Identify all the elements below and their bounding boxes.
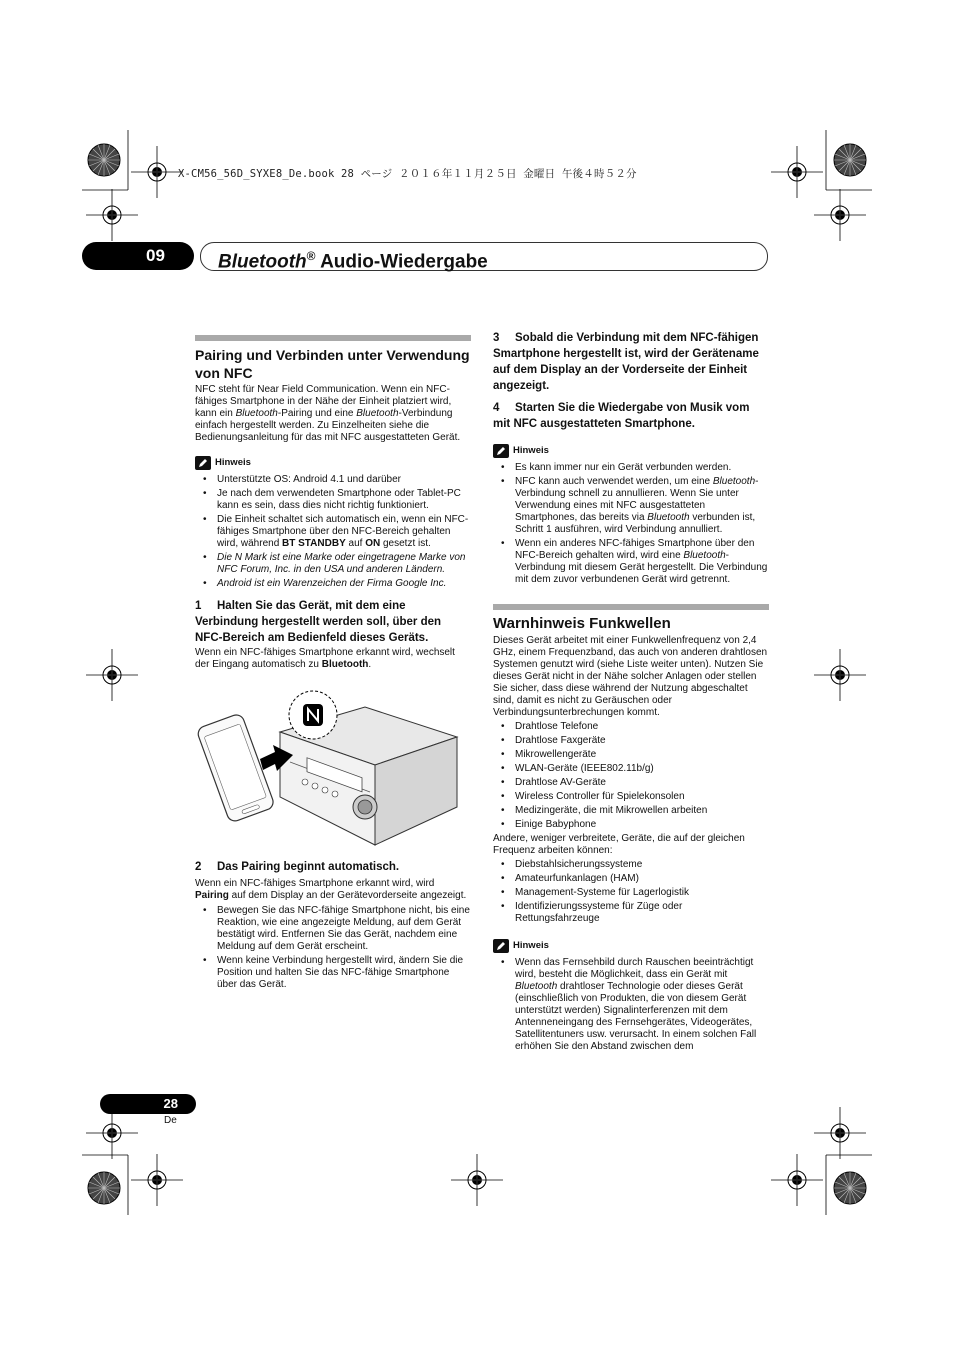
list-item: • Amateurfunkanlagen (HAM): [493, 873, 769, 885]
nfc-intro: NFC steht für Near Field Communication. Wenn ein NFC-fähiges Smartphone in der Nähe der Einheit platziert wird, kann ein Bluetooth-Pairing und eine Bluetooth-Verbindung einfach hergestellt werden. Zu Einzelheiten siehe die Bedienungsanleitung für das mit NFC ausgestatteten Gerät.: [195, 384, 461, 443]
list-item: • Die N Mark ist eine Marke oder eingetragene Marke von NFC Forum, Inc. in den USA und anderen Ländern.: [195, 552, 471, 576]
list-item: • Drahtlose Faxgeräte: [493, 735, 769, 747]
list-item: • Management-Systeme für Lagerlogistik: [493, 887, 769, 899]
step-1-text: Wenn ein NFC-fähiges Smartphone erkannt wird, wechselt der Eingang automatisch zu Bluetooth.: [195, 647, 455, 670]
step-1: 1 Halten Sie das Gerät, mit dem eine Verbindung hergestellt werden soll, über den NFC-Bereich am Bedienfeld dieses Geräts.: [195, 600, 442, 644]
section-heading-nfc: Pairing und Verbinden unter Verwendung von NFC: [195, 347, 470, 381]
list-item: • Wenn das Fernsehbild durch Rauschen beeinträchtigt wird, besteht die Möglichkeit, dass ein Gerät mit Bluetooth drahtloser Technologie oder dieses Gerät (einschließlich von Produkten, die von diesem Gerät unterstützt werden) Signalinterferenzen mit dem Antenneneingang des Fernsehgerätes, Videogerätes, Satellitentuners usw. verursacht. In einem solchen Fall erhöhen Sie den Abstand zwischen dem: [493, 957, 769, 1053]
note-heading: Hinweis: [493, 444, 769, 458]
chapter-number: 09: [82, 242, 194, 270]
list-item: • WLAN-Geräte (IEEE802.11b/g): [493, 763, 769, 775]
warning-text: Dieses Gerät arbeitet mit einer Funkwellenfrequenz von 2,4 GHz, einem Frequenzband, das auch von anderen drahtlosen Systemen genutzt wird (siehe Liste weiter unten). Nutzen Sie dieses Gerät nicht in der Nähe solcher Anlagen oder stellen Sie sicher, dass diese während der Nutzung abgeschaltet sind, damit es nicht zu Geräuschen oder Verbindungsunterbrechungen kommt.: [493, 635, 768, 718]
list-item: • Mikrowellengeräte: [493, 749, 769, 761]
print-info: X-CM56_56D_SYXE8_De.book 28 ページ ２０１６年１１月２５日 金曜日 午後４時５２分: [178, 168, 637, 180]
list-item: • Wenn keine Verbindung hergestellt wird, ändern Sie die Position und halten Sie das NFC-fähige Smartphone über das Gerät.: [195, 955, 471, 991]
list-item: • Einige Babyphone: [493, 819, 769, 831]
list-item: • Diebstahlsicherungssysteme: [493, 859, 769, 871]
step-2: 2 Das Pairing beginnt automatisch.: [195, 861, 400, 873]
note-pencil-icon: [195, 456, 211, 470]
section-heading-warning: Warnhinweis Funkwellen: [493, 615, 671, 632]
list-item: • Wireless Controller für Spielekonsolen: [493, 791, 769, 803]
note-pencil-icon: [493, 444, 509, 458]
right-column: [493, 330, 769, 1055]
list-item: • Medizingeräte, die mit Mikrowellen arbeiten: [493, 805, 769, 817]
left-column: [195, 335, 471, 993]
list-item: • Android ist ein Warenzeichen der Firma Google Inc.: [195, 578, 471, 590]
list-item: • Wenn ein anderes NFC-fähiges Smartphone über den NFC-Bereich gehalten wird, wird eine Bluetooth-Verbindung mit diesem Gerät hergestellt. Die Verbindung mit dem zuvor verbundenen Gerät wird getrennt.: [493, 538, 769, 586]
note-pencil-icon: [493, 939, 509, 953]
list-item: • Bewegen Sie das NFC-fähige Smartphone nicht, bis eine Reaktion, wie eine angezeigte Meldung, auf dem Gerät bestätigt wird. Entfernen Sie das Gerät, nachdem eine Meldung auf dem Gerät erscheint.: [195, 905, 471, 953]
nfc-illustration: [195, 687, 471, 847]
list-item: • Es kann immer nur ein Gerät verbunden werden.: [493, 462, 769, 474]
list-item: • Drahtlose AV-Geräte: [493, 777, 769, 789]
note-heading: Hinweis: [493, 939, 769, 953]
list-item: • Identifizierungssysteme für Züge oder Rettungsfahrzeuge: [493, 901, 769, 925]
list-item: • Unterstützte OS: Android 4.1 und darüber: [195, 474, 471, 486]
list-item: • Die Einheit schaltet sich automatisch ein, wenn ein NFC-fähiges Smartphone über den NFC-Bereich gehalten wird, während BT STANDBY auf ON gesetzt ist.: [195, 514, 471, 550]
other-devices-text: Andere, weniger verbreitete, Geräte, die auf der gleichen Frequenz arbeiten können:: [493, 833, 745, 856]
step-4: 4 Starten Sie die Wiedergabe von Musik vom mit NFC ausgestatteten Smartphone.: [493, 402, 750, 430]
page-number: 28: [100, 1094, 196, 1114]
step-2-text: Wenn ein NFC-fähiges Smartphone erkannt wird, wird Pairing auf dem Display an der Gerätevorderseite angezeigt.: [195, 878, 467, 901]
chapter-title: Bluetooth® Audio-Wiedergabe: [218, 249, 488, 273]
list-item: • NFC kann auch verwendet werden, um eine Bluetooth-Verbindung schnell zu annullieren. Wenn Sie unter Verwendung eines mit NFC ausgestatteten Smartphones, das bereits via Bluetooth verbunden ist, Schritt 1 ausführen, wird Verbindung annulliert.: [493, 476, 769, 536]
list-item: • Je nach dem verwendeten Smartphone oder Tablet-PC kann es sein, dass dies nicht richtig funktioniert.: [195, 488, 471, 512]
list-item: • Drahtlose Telefone: [493, 721, 769, 733]
page-language: De: [164, 1115, 177, 1126]
note-heading: Hinweis: [195, 456, 471, 470]
step-3: 3 Sobald die Verbindung mit dem NFC-fähigen Smartphone hergestellt ist, wird der Gerätename auf dem Display an der Vorderseite der Einheit angezeigt.: [493, 332, 759, 392]
